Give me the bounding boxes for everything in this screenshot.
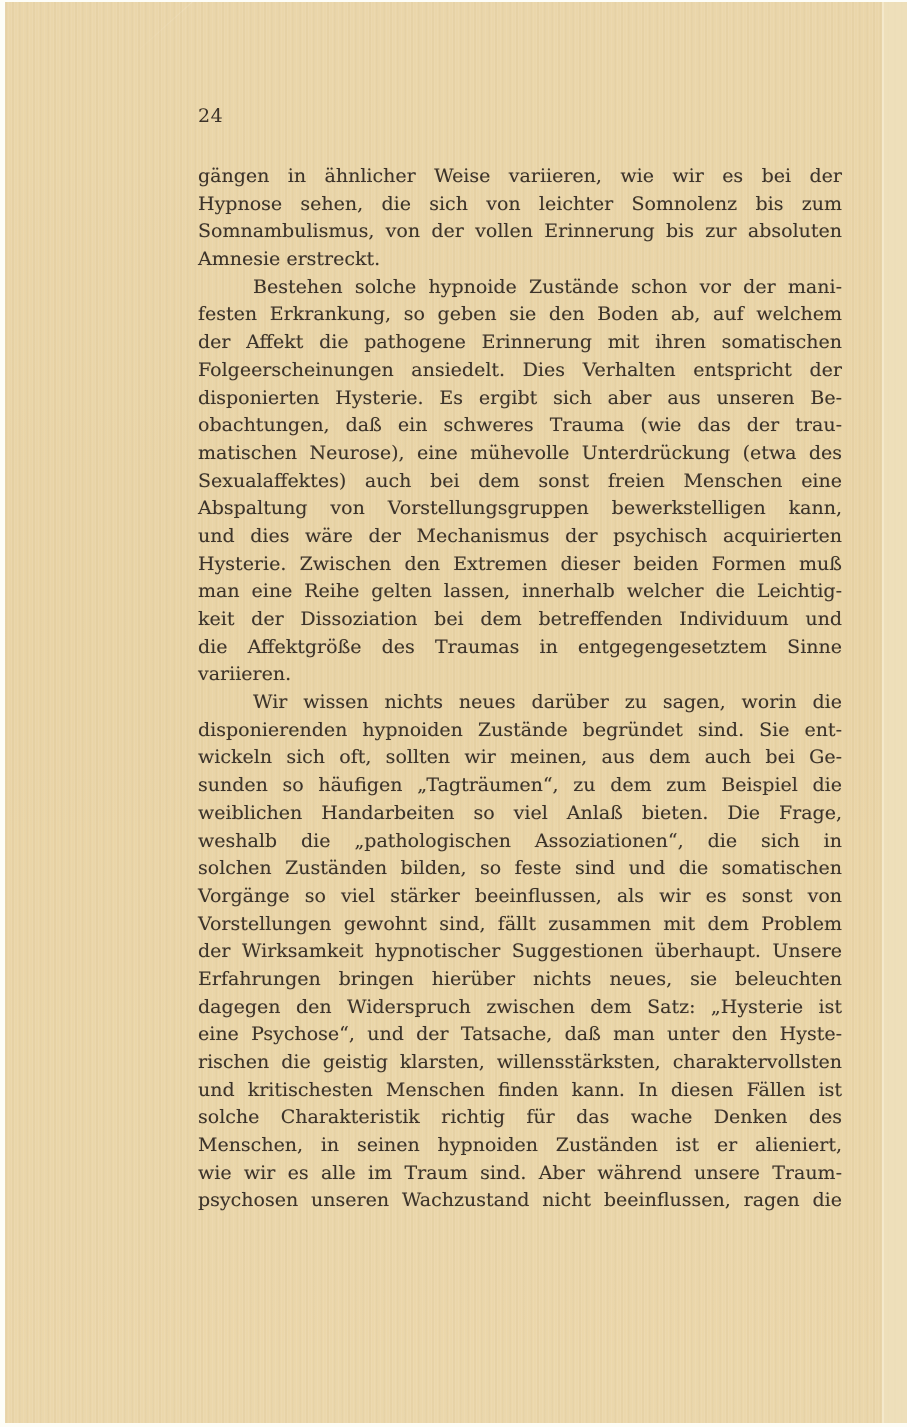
text-line: Wir wissen nichts neues darüber zu sagen, worin die	[253, 691, 842, 714]
text-line: Sexualaffektes) auch bei dem sonst freien Menschen eine	[198, 469, 842, 492]
text-line: festen Erkrankung, so geben sie den Boden ab, auf welchem	[198, 303, 842, 326]
text-line: solche Charakteristik richtig für das wache Denken des	[198, 1106, 842, 1129]
text-line: man eine Reihe gelten lassen, innerhalb welcher die Leichtig-	[198, 580, 842, 603]
text-line: weiblichen Handarbeiten so viel Anlaß bieten. Die Frage,	[198, 801, 842, 824]
page-number: 24	[198, 105, 224, 127]
text-line: gängen in ähnlicher Weise variieren, wie wir es bei der	[198, 165, 842, 187]
text-line: psychosen unseren Wachzustand nicht beeinflussen, ragen die	[198, 1189, 842, 1212]
text-line: eine Psychose“, und der Tatsache, daß man unter den Hyste-	[198, 1023, 842, 1046]
text-line: und kritischesten Menschen finden kann. In diesen Fällen ist	[198, 1078, 842, 1101]
text-line: rischen die geistig klarsten, willensstärksten, charaktervollsten	[198, 1051, 842, 1073]
text-line: der Affekt die pathogene Erinnerung mit ihren somatischen	[198, 331, 842, 354]
text-line: disponierenden hypnoiden Zustände begründet sind. Sie ent-	[198, 718, 842, 741]
text-line: und dies wäre der Mechanismus der psychisch acquirierten	[198, 524, 842, 547]
page-edge	[882, 2, 907, 1423]
text-line: wie wir es alle im Traum sind. Aber während unsere Traum-	[198, 1161, 842, 1184]
text-line: keit der Dissoziation bei dem betreffenden Individuum und	[198, 608, 842, 630]
text-line: Hypnose sehen, die sich von leichter Somnolenz bis zum	[198, 192, 842, 215]
text-line: Bestehen solche hypnoide Zustände schon vor der mani-	[253, 275, 842, 298]
text-line: matischen Neurose), eine mühevolle Unterdrückung (etwa des	[198, 441, 842, 464]
paper-crease	[125, 0, 512, 63]
text-line: Somnambulismus, von der vollen Erinnerung bis zur absoluten	[198, 220, 842, 243]
text-line: solchen Zuständen bilden, so feste sind und die somatischen	[198, 857, 842, 880]
text-line: der Wirksamkeit hypnotischer Suggestionen überhaupt. Unsere	[198, 940, 842, 963]
text-line: Vorstellungen gewohnt sind, fällt zusammen mit dem Problem	[198, 912, 842, 935]
text-line: disponierten Hysterie. Es ergibt sich aber aus unseren Be-	[198, 386, 842, 409]
text-line: dagegen den Widerspruch zwischen dem Satz: „Hysterie ist	[198, 995, 842, 1018]
text-line: weshalb die „pathologischen Assoziationen“, die sich in	[198, 829, 842, 852]
body-text	[198, 163, 842, 1215]
text-line: Abspaltung von Vorstellungsgruppen bewerkstelligen kann,	[198, 497, 842, 520]
text-line: Erfahrungen bringen hierüber nichts neues, sie beleuchten	[198, 967, 842, 990]
text-line: sunden so häufigen „Tagträumen“, zu dem zum Beispiel die	[198, 774, 842, 797]
text-line: die Affektgröße des Traumas in entgegengesetztem Sinne	[198, 635, 842, 658]
paper-sheet	[5, 2, 907, 1423]
text-line: Hysterie. Zwischen den Extremen dieser beiden Formen muß	[198, 552, 842, 575]
text-line: wickeln sich oft, sollten wir meinen, aus dem auch bei Ge-	[198, 746, 842, 769]
text-line: Vorgänge so viel stärker beeinflussen, als wir es sonst von	[198, 884, 842, 907]
text-line: Menschen, in seinen hypnoiden Zuständen ist er alieniert,	[198, 1134, 842, 1157]
text-line: Amnesie erstreckt.	[198, 248, 381, 271]
text-line: Folgeerscheinungen ansiedelt. Dies Verhalten entspricht der	[198, 358, 842, 381]
text-line: obachtungen, daß ein schweres Trauma (wie das der trau-	[198, 414, 842, 437]
text-line: variieren.	[198, 663, 292, 686]
